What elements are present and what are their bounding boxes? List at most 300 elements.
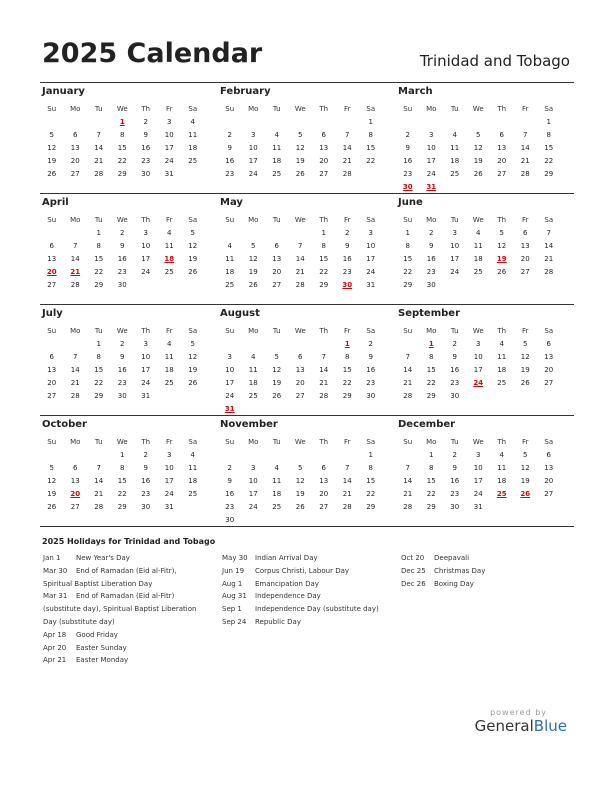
day-cell: 16 [141,477,151,486]
weekday-header: Th [141,327,151,335]
day-cell: 19 [295,157,305,166]
month-row [40,193,574,304]
day-cell: 15 [94,366,104,375]
day-cell: 2 [227,464,232,473]
day-cell: 1 [429,451,434,459]
day-cell: 31 [141,392,151,401]
day-cell: 26 [295,503,305,512]
holiday-item [222,590,402,603]
empty-cell [64,227,88,240]
day-cell: 25 [225,281,235,290]
day-cell: 30 [141,170,151,179]
day-cell: 15 [403,255,413,264]
empty-cell [289,116,313,129]
day-cell: 7 [96,131,101,140]
day-cell: 18 [248,379,258,388]
weekday-header: Tu [272,327,281,335]
day-cell: 5 [523,451,528,459]
holiday-date: Dec 25 [401,566,426,575]
day-grid [40,325,210,403]
weekday-header: We [116,216,128,224]
day-cell: 26 [497,268,507,277]
day-cell: 27 [70,503,80,512]
day-cell: 23 [366,379,376,388]
day-cell: 26 [47,170,57,179]
weekday-header: We [294,327,306,335]
day-grid [218,325,388,417]
holiday-day: 24 [473,379,484,388]
weekday-header: Th [319,216,329,224]
day-cell: 6 [499,131,504,140]
day-grid [218,214,388,292]
day-cell: 9 [452,353,457,362]
holiday-date: Jun 19 [222,566,245,575]
day-cell: 12 [520,464,530,473]
day-cell: 8 [368,464,373,473]
day-cell: 29 [94,281,104,290]
day-cell: 1 [321,229,326,237]
weekday-header: Mo [426,327,437,335]
day-cell: 4 [499,340,504,348]
day-cell: 6 [546,340,551,348]
day-cell: 20 [544,366,554,375]
holiday-column-1 [43,552,213,667]
day-cell: 9 [120,353,125,362]
holiday-day: 30 [402,183,413,192]
weekday-header: Fr [166,327,173,335]
day-cell: 13 [319,477,329,486]
weekday-header: Sa [188,438,198,446]
day-cell: 14 [342,477,352,486]
month-name: March [398,86,433,97]
day-cell: 24 [248,503,258,512]
day-cell: 28 [520,170,530,179]
day-cell: 8 [429,464,434,473]
empty-cell [265,449,289,462]
holiday-item [43,552,213,565]
day-cell: 16 [426,255,436,264]
day-cell: 18 [188,477,198,486]
day-cell: 7 [405,353,410,362]
day-cell: 2 [143,118,148,126]
day-cell: 17 [366,255,376,264]
day-cell: 17 [473,477,483,486]
empty-cell [396,116,420,129]
day-cell: 20 [319,157,329,166]
day-cell: 4 [227,242,232,251]
day-cell: 15 [426,477,436,486]
day-cell: 17 [473,366,483,375]
month-name: December [398,419,456,430]
day-cell: 30 [366,392,376,401]
month-row [40,82,574,193]
day-cell: 30 [225,516,235,525]
month-block-september [396,305,574,415]
month-block-january [40,83,218,193]
day-cell: 8 [368,131,373,140]
day-cell: 20 [544,477,554,486]
day-grid [40,103,210,181]
day-cell: 2 [452,340,457,348]
day-cell: 28 [403,503,413,512]
month-name: February [220,86,271,97]
month-block-july [40,305,218,415]
holiday-day: 31 [426,183,437,192]
empty-cell [218,116,242,129]
day-cell: 20 [319,490,329,499]
day-cell: 2 [227,131,232,140]
empty-cell [64,449,88,462]
day-cell: 19 [473,157,483,166]
day-cell: 11 [164,353,174,362]
day-cell: 11 [248,366,258,375]
day-cell: 23 [117,379,127,388]
brand-logo [475,708,567,735]
weekday-header: Mo [248,327,259,335]
empty-cell [336,449,360,462]
day-cell: 9 [143,464,148,473]
month-block-december [396,416,574,526]
day-cell: 18 [497,477,507,486]
day-cell: 19 [520,366,530,375]
day-cell: 27 [295,392,305,401]
day-cell: 2 [405,131,410,140]
day-cell: 26 [272,392,282,401]
day-cell: 26 [188,268,198,277]
day-cell: 20 [497,157,507,166]
holiday-name: New Year's Day [76,554,130,562]
day-cell: 22 [426,379,436,388]
weekday-header: Tu [94,438,103,446]
holiday-item [222,552,402,565]
day-cell: 7 [405,464,410,473]
day-cell: 14 [342,144,352,153]
holiday-item [43,654,213,667]
holiday-day: 20 [70,490,81,499]
day-cell: 16 [366,366,376,375]
day-cell: 27 [47,392,57,401]
day-cell: 14 [403,477,413,486]
day-cell: 28 [70,281,80,290]
empty-cell [396,338,420,351]
holiday-name: Independence Day [255,592,321,601]
day-cell: 15 [366,477,376,486]
holiday-day: 21 [70,268,81,277]
day-cell: 30 [450,392,460,401]
day-cell: 1 [96,229,101,237]
weekday-header: We [472,216,484,224]
day-cell: 23 [225,170,235,179]
day-cell: 21 [403,490,413,499]
month-row [40,415,574,527]
day-cell: 16 [141,144,151,153]
empty-cell [312,116,336,129]
weekday-header: Fr [166,105,173,113]
holiday-name: (substitute day), Spiritual Baptist Liberation [43,605,197,614]
day-cell: 22 [544,157,554,166]
holiday-date: Mar 31 [43,592,68,601]
day-cell: 5 [523,340,528,348]
day-cell: 1 [368,118,373,126]
day-cell: 21 [342,157,352,166]
day-cell: 23 [141,157,151,166]
holiday-item [43,629,213,642]
day-cell: 11 [188,131,198,140]
month-block-february [218,83,396,193]
day-cell: 3 [167,451,172,459]
holiday-date: Apr 21 [43,656,67,665]
day-cell: 25 [248,392,258,401]
day-cell: 12 [520,353,530,362]
day-cell: 19 [188,366,198,375]
day-cell: 5 [251,242,256,251]
day-cell: 30 [117,281,127,290]
day-cell: 14 [94,477,104,486]
empty-cell [467,116,491,129]
weekday-header: Sa [544,105,554,113]
weekday-header: Fr [166,216,173,224]
weekday-header: Fr [344,216,351,224]
holiday-name: Spiritual Baptist Liberation Day [43,579,153,588]
day-cell: 10 [141,353,151,362]
day-cell: 22 [94,379,104,388]
holiday-item [43,565,213,578]
day-cell: 28 [544,268,554,277]
weekday-header: Th [141,216,151,224]
day-cell: 26 [47,503,57,512]
day-cell: 21 [342,490,352,499]
holiday-date: Dec 26 [401,579,426,588]
holiday-item [401,552,571,565]
day-cell: 23 [117,268,127,277]
holiday-date: Oct 20 [401,554,425,562]
weekday-header: We [472,105,484,113]
day-cell: 14 [94,144,104,153]
empty-cell [490,116,514,129]
weekday-header: Su [225,105,235,113]
day-cell: 20 [520,255,530,264]
day-cell: 5 [298,464,303,473]
day-cell: 12 [47,477,57,486]
day-cell: 31 [473,503,483,512]
empty-cell [396,449,420,462]
day-cell: 24 [366,268,376,277]
holiday-name: Independence Day (substitute day) [255,605,379,614]
day-cell: 11 [272,477,282,486]
day-grid [218,103,388,181]
day-cell: 6 [49,242,54,251]
day-cell: 15 [426,366,436,375]
day-cell: 22 [319,268,329,277]
day-cell: 21 [295,268,305,277]
day-cell: 25 [272,170,282,179]
month-name: July [42,308,63,319]
holiday-column-2 [222,552,402,629]
day-cell: 22 [117,490,127,499]
day-cell: 15 [366,144,376,153]
day-cell: 4 [190,118,195,126]
country-name: Trinidad and Tobago [419,52,570,70]
weekday-header: Mo [70,438,81,446]
day-cell: 24 [141,379,151,388]
weekday-header: Mo [426,438,437,446]
day-cell: 5 [190,229,195,237]
day-cell: 3 [251,131,256,140]
day-cell: 27 [70,170,80,179]
day-cell: 19 [47,157,57,166]
day-cell: 21 [520,157,530,166]
day-cell: 12 [188,353,198,362]
month-name: September [398,308,460,319]
day-cell: 20 [295,379,305,388]
day-cell: 4 [452,131,457,140]
weekday-header: Tu [94,105,103,113]
day-cell: 31 [366,281,376,290]
empty-cell [289,227,313,240]
weekday-header: Sa [366,438,376,446]
day-cell: 3 [452,229,457,237]
day-cell: 9 [405,144,410,153]
empty-cell [64,338,88,351]
weekday-header: Fr [522,327,529,335]
day-cell: 3 [476,451,481,459]
day-cell: 8 [120,131,125,140]
empty-cell [87,449,111,462]
holiday-item [43,603,213,616]
day-cell: 22 [366,157,376,166]
day-cell: 3 [227,353,232,362]
day-cell: 26 [520,379,530,388]
weekday-header: Th [141,105,151,113]
day-cell: 28 [403,392,413,401]
day-cell: 16 [225,490,235,499]
day-cell: 13 [497,144,507,153]
day-cell: 13 [272,255,282,264]
day-cell: 2 [120,340,125,348]
day-cell: 22 [117,157,127,166]
day-cell: 21 [403,379,413,388]
empty-cell [514,116,538,129]
day-cell: 24 [164,157,174,166]
day-cell: 16 [450,477,460,486]
day-cell: 4 [476,229,481,237]
holiday-date: Apr 20 [43,643,67,652]
day-cell: 28 [319,392,329,401]
day-cell: 10 [164,464,174,473]
weekday-header: Tu [272,105,281,113]
day-cell: 10 [450,242,460,251]
day-cell: 5 [190,340,195,348]
holiday-item [222,616,402,629]
holiday-day: 1 [119,118,125,126]
empty-cell [242,116,266,129]
day-cell: 16 [117,366,127,375]
day-cell: 6 [321,464,326,473]
day-cell: 29 [117,170,127,179]
month-block-june [396,194,574,304]
day-cell: 28 [94,170,104,179]
month-name: October [42,419,87,430]
day-cell: 18 [225,268,235,277]
day-cell: 19 [272,379,282,388]
day-cell: 2 [368,340,373,348]
empty-cell [265,338,289,351]
day-cell: 17 [450,255,460,264]
month-name: November [220,419,278,430]
empty-cell [87,116,111,129]
day-cell: 14 [70,255,80,264]
day-cell: 9 [429,242,434,251]
day-cell: 29 [426,392,436,401]
day-cell: 15 [319,255,329,264]
weekday-header: Mo [426,105,437,113]
weekday-header: Su [225,438,235,446]
holiday-name: Indian Arrival Day [255,554,318,562]
month-block-march [396,83,574,193]
powered-by-text: powered by [490,708,547,717]
day-cell: 4 [167,229,172,237]
day-cell: 2 [429,229,434,237]
empty-cell [242,338,266,351]
weekday-header: Fr [522,105,529,113]
day-cell: 29 [319,281,329,290]
day-cell: 14 [403,366,413,375]
empty-cell [289,449,313,462]
weekday-header: Sa [366,105,376,113]
day-cell: 1 [120,451,125,459]
day-cell: 27 [520,268,530,277]
day-cell: 8 [546,131,551,140]
weekday-header: Th [497,327,507,335]
day-grid [40,214,210,292]
page-title: 2025 Calendar [42,38,263,69]
weekday-header: Sa [188,327,198,335]
day-cell: 3 [368,229,373,237]
day-cell: 7 [345,464,350,473]
weekday-header: Tu [94,216,103,224]
day-cell: 22 [426,490,436,499]
day-cell: 10 [225,366,235,375]
day-grid [396,103,566,195]
weekday-header: We [294,105,306,113]
day-cell: 27 [319,503,329,512]
day-cell: 2 [452,451,457,459]
empty-cell [265,116,289,129]
day-cell: 1 [96,340,101,348]
weekday-header: Sa [188,105,198,113]
holiday-date: Sep 24 [222,617,247,626]
generalblue-logo: GeneralBlue [474,717,567,735]
holiday-item [43,578,213,591]
holiday-day: 26 [520,490,531,499]
day-cell: 19 [248,268,258,277]
day-cell: 4 [274,464,279,473]
weekday-header: Sa [544,216,554,224]
weekday-header: Su [403,327,413,335]
weekday-header: Tu [450,216,459,224]
day-cell: 23 [426,268,436,277]
weekday-header: Mo [70,105,81,113]
holiday-item [43,642,213,655]
weekday-header: Th [497,438,507,446]
month-name: May [220,197,243,208]
day-cell: 6 [274,242,279,251]
weekday-header: Tu [272,438,281,446]
day-cell: 25 [473,268,483,277]
day-cell: 24 [141,268,151,277]
day-cell: 23 [141,490,151,499]
day-cell: 10 [164,131,174,140]
